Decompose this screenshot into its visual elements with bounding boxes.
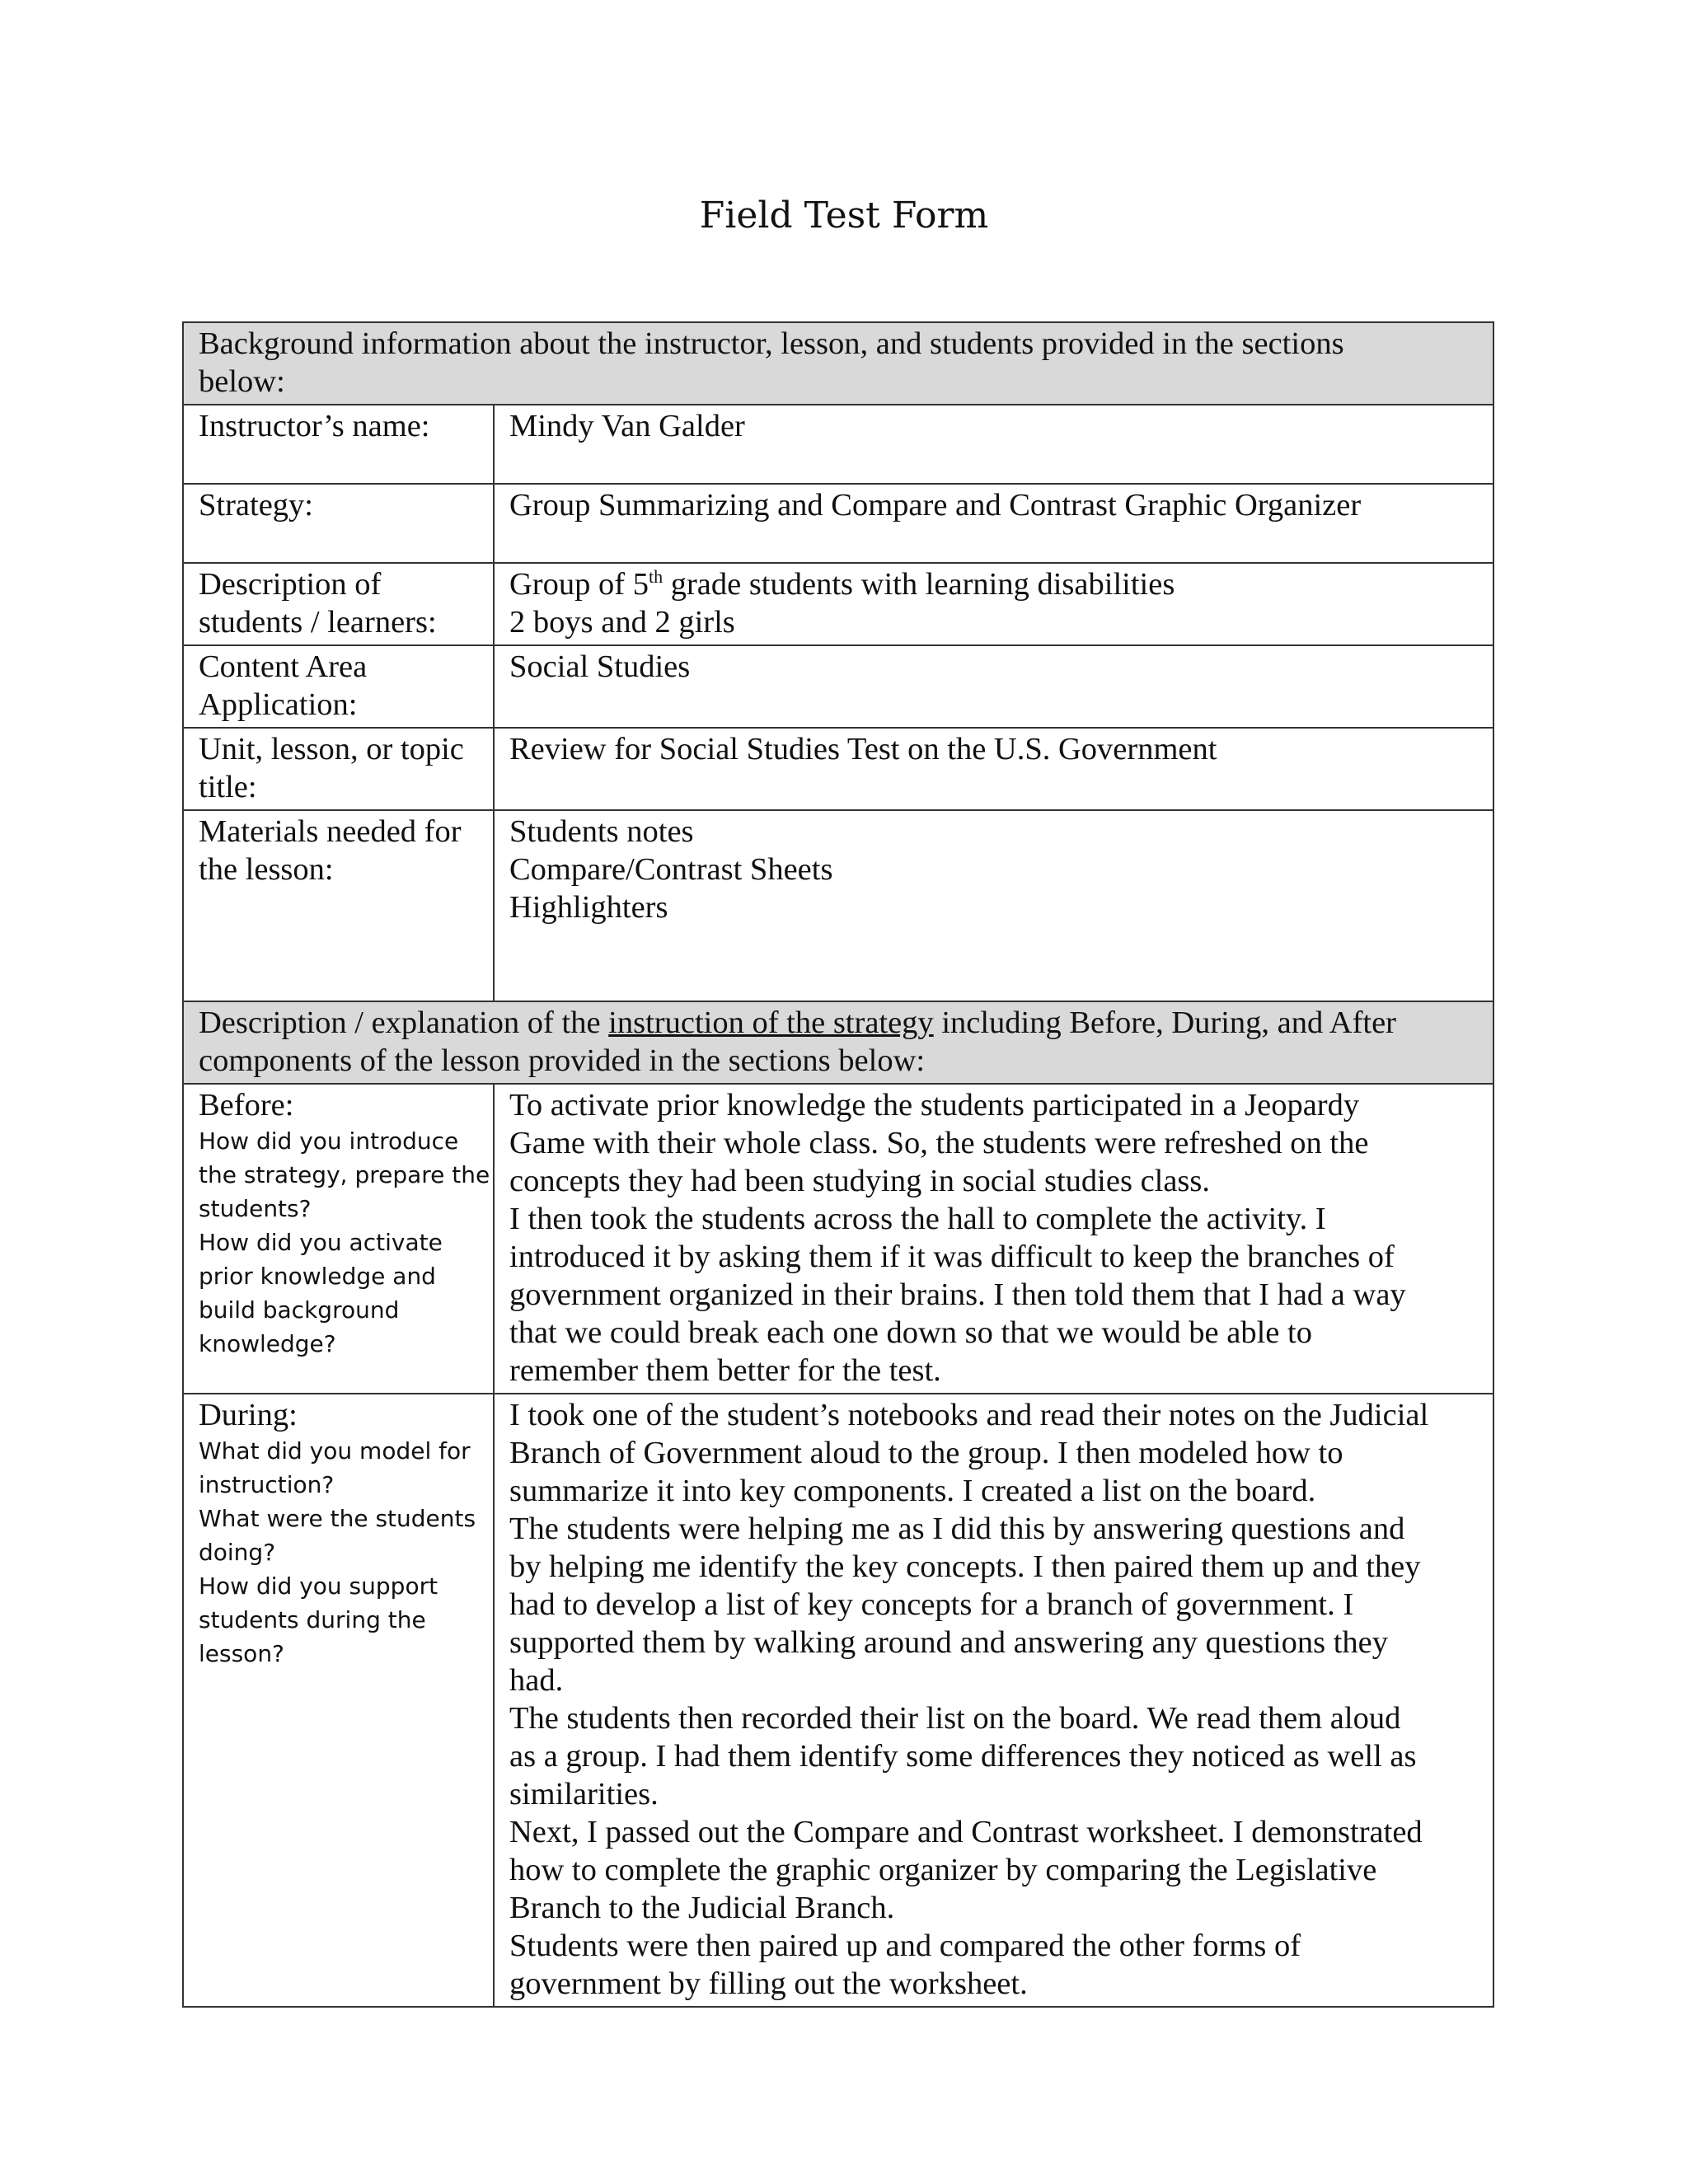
text-line: supported them by walking around and answering any questions they: [509, 1625, 1389, 1660]
text-line: that we could break each one down so that we would be able to: [509, 1315, 1312, 1350]
prompt-line: build background: [199, 1296, 400, 1324]
heading-underlined-text: instruction of the strategy: [608, 1005, 934, 1040]
unit-title-label: [183, 728, 494, 810]
prompt-line: instruction?: [199, 1471, 335, 1498]
instructor-row: [183, 405, 1493, 484]
prompt-line: lesson?: [199, 1640, 284, 1667]
text-line: Students were then paired up and compared the other forms of: [509, 1929, 1301, 1963]
text-line: Branch to the Judicial Branch.: [509, 1891, 895, 1925]
prompt-line: What were the students: [199, 1505, 476, 1532]
value-line: Compare/Contrast Sheets: [509, 852, 833, 887]
before-label-cell: [183, 1084, 494, 1394]
unit-title-value: [494, 728, 1493, 810]
heading-line: components of the lesson provided in the sections below:: [199, 1043, 926, 1078]
students-description-row: [183, 563, 1493, 645]
text-line: had.: [509, 1663, 564, 1698]
text-line: introduced it by asking them if it was difficult to keep the branches of: [509, 1240, 1395, 1274]
content-area-value: [494, 645, 1493, 728]
before-text-cell: [494, 1084, 1493, 1394]
label-line: Content Area: [199, 649, 368, 684]
text-line: To activate prior knowledge the students participated in a Jeopardy: [509, 1088, 1360, 1122]
value-text: Group of 5: [509, 567, 649, 602]
students-description-value: [494, 563, 1493, 645]
before-row: [183, 1084, 1493, 1394]
unit-title-row: [183, 728, 1493, 810]
text-line: as a group. I had them identify some differences they noticed as well as: [509, 1739, 1417, 1774]
text-line: similarities.: [509, 1777, 659, 1811]
instructor-value: [494, 405, 1493, 484]
page-title: Field Test Form: [699, 194, 989, 237]
heading-line: below:: [199, 364, 285, 399]
text-line: Branch of Government aloud to the group. I then modeled how to: [509, 1436, 1343, 1470]
text-line: had to develop a list of key concepts for a branch of government. I: [509, 1587, 1354, 1622]
before-label: Before:: [199, 1088, 294, 1122]
instruction-heading: [183, 1001, 1493, 1084]
label-line: Materials needed for: [199, 814, 462, 849]
prompt-line: knowledge?: [199, 1330, 336, 1357]
prompt-line: students?: [199, 1195, 312, 1222]
background-heading-row: [183, 322, 1493, 405]
during-label: During:: [199, 1398, 298, 1432]
prompt-line: How did you introduce: [199, 1127, 459, 1155]
strategy-value: [494, 484, 1493, 563]
instructor-label: [183, 405, 494, 484]
value-text: grade students with learning disabilities: [663, 567, 1175, 602]
prompt-line: prior knowledge and: [199, 1263, 436, 1290]
label-line: Application:: [199, 687, 358, 722]
text-line: Game with their whole class. So, the students were refreshed on the: [509, 1126, 1369, 1160]
label-line: Instructor’s name:: [199, 409, 430, 443]
label-line: Unit, lesson, or topic: [199, 732, 464, 766]
label-line: title:: [199, 770, 257, 804]
value-line: 2 boys and 2 girls: [509, 605, 735, 640]
label-line: Strategy:: [199, 488, 313, 523]
value-line: Highlighters: [509, 890, 668, 925]
strategy-row: [183, 484, 1493, 563]
background-heading: [183, 322, 1493, 405]
content-area-row: [183, 645, 1493, 728]
text-line: remember them better for the test.: [509, 1353, 941, 1388]
students-description-label: [183, 563, 494, 645]
text-line: I took one of the student’s notebooks and read their notes on the Judicial: [509, 1398, 1429, 1432]
strategy-label: [183, 484, 494, 563]
label-line: Description of: [199, 567, 382, 602]
heading-text: Description / explanation of the: [199, 1005, 609, 1040]
heading-line: [199, 1004, 1478, 1042]
text-line: government by filling out the worksheet.: [509, 1966, 1028, 2001]
label-line: the lesson:: [199, 852, 334, 887]
field-test-table: [182, 321, 1494, 2008]
text-line: The students were helping me as I did this by answering questions and: [509, 1511, 1405, 1546]
text-line: I then took the students across the hall to complete the activity. I: [509, 1202, 1326, 1236]
value-line: Group Summarizing and Compare and Contrast Graphic Organizer: [509, 488, 1362, 523]
text-line: by helping me identify the key concepts. I then paired them up and they: [509, 1549, 1421, 1584]
prompt-line: How did you support: [199, 1572, 438, 1600]
value-line: [509, 565, 1478, 603]
value-line: Review for Social Studies Test on the U.S. Government: [509, 732, 1217, 766]
heading-line: Background information about the instructor, lesson, and students provided in the sections: [199, 326, 1344, 361]
during-text-cell: [494, 1394, 1493, 2007]
prompt-line: students during the: [199, 1606, 426, 1633]
materials-value: [494, 810, 1493, 1001]
content-area-label: [183, 645, 494, 728]
instruction-heading-row: [183, 1001, 1493, 1084]
prompt-line: doing?: [199, 1539, 276, 1566]
text-line: government organized in their brains. I then told them that I had a way: [509, 1277, 1406, 1312]
during-label-cell: [183, 1394, 494, 2007]
text-line: concepts they had been studying in social studies class.: [509, 1164, 1211, 1198]
text-line: The students then recorded their list on the board. We read them aloud: [509, 1701, 1401, 1736]
text-line: Next, I passed out the Compare and Contrast worksheet. I demonstrated: [509, 1815, 1423, 1849]
heading-text: including Before, During, and After: [933, 1005, 1397, 1040]
prompt-line: What did you model for: [199, 1437, 471, 1465]
value-line: Social Studies: [509, 649, 691, 684]
value-line: Mindy Van Galder: [509, 409, 745, 443]
text-line: how to complete the graphic organizer by comparing the Legislative: [509, 1853, 1377, 1887]
during-row: [183, 1394, 1493, 2007]
materials-row: [183, 810, 1493, 1001]
superscript: th: [648, 566, 663, 588]
materials-label: [183, 810, 494, 1001]
prompt-line: the strategy, prepare the: [199, 1161, 490, 1188]
label-line: students / learners:: [199, 605, 437, 640]
value-line: Students notes: [509, 814, 694, 849]
prompt-line: How did you activate: [199, 1229, 443, 1256]
text-line: summarize it into key components. I created a list on the board.: [509, 1474, 1316, 1508]
